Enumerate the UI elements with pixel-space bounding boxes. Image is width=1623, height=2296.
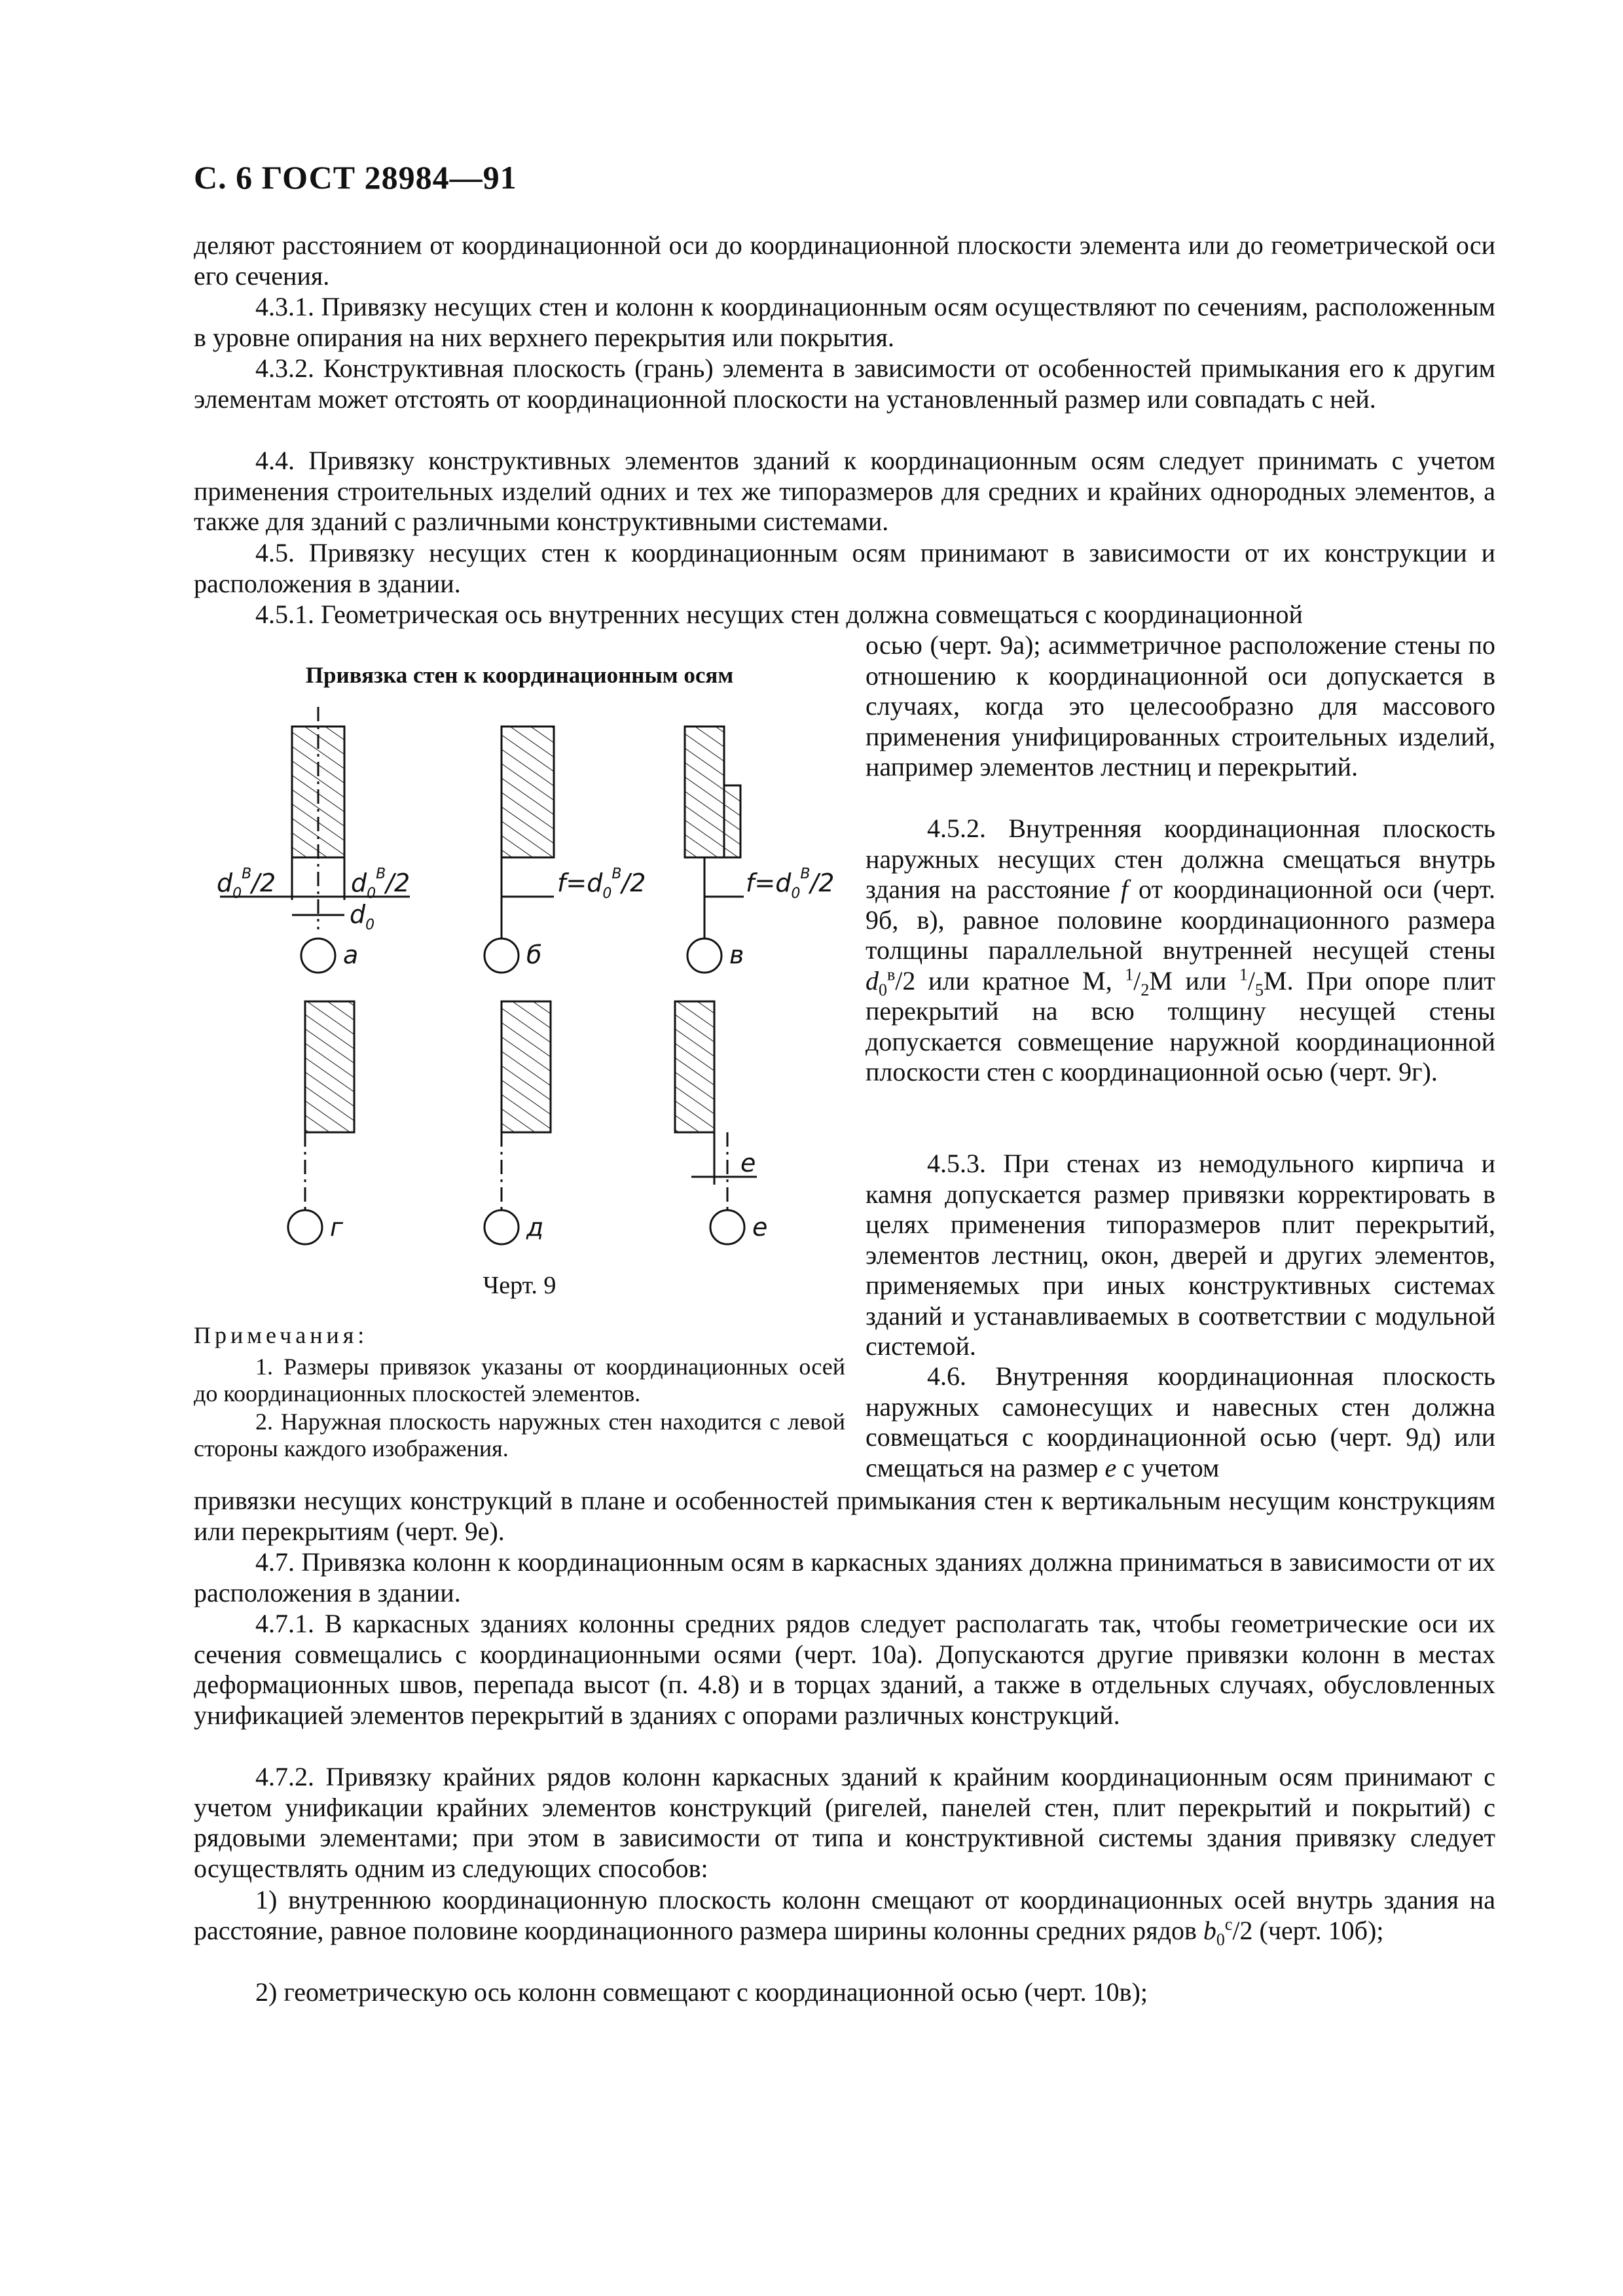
note-1: 1. Размеры привязок указаны от координационных осей до координационных плоскостей элементов. bbox=[194, 1354, 845, 1407]
page-header: С. 6 ГОСТ 28984—91 bbox=[194, 159, 517, 196]
wall-g bbox=[288, 1001, 354, 1244]
label-d0-left: $d_0^B/2$ bbox=[217, 866, 276, 902]
p452-text-e: М. При опоре плит перекрытий на всю толщину несущей стены допускается совмещение наружной координационной плоскости стен с координационной осью (черт. 9г). bbox=[866, 965, 1496, 1086]
p452-symbol-d: d bbox=[866, 965, 879, 996]
p46-symbol-e: е bbox=[1104, 1452, 1117, 1482]
item1-symbol-b: b bbox=[1203, 1915, 1216, 1945]
label-f-b: $f=d_0^B/2$ bbox=[557, 866, 646, 902]
paragraph-4-6-continuation: привязки несущих конструкций в плане и особенностей примыкания стен к вертикальным несущим конструкциям или перекрытиям (черт. 9е). bbox=[194, 1486, 1495, 1546]
paragraph-4-7: 4.7. Привязка колонн к координационным осям в каркасных зданиях должна приниматься в зависимости от их расположения в здании. bbox=[194, 1547, 1495, 1607]
p452-text-c: /2 или кратное М, bbox=[895, 965, 1125, 996]
wall-e bbox=[675, 1001, 757, 1244]
notes-heading: Примечания: bbox=[194, 1322, 369, 1348]
p452-d-sup: в bbox=[887, 965, 896, 984]
paragraph-4-5-1-rest: осью (черт. 9а); асимметричное расположение стены по отношению к координационной оси допускается в случаях, когда это целесообразно для массового применения унифицированных строительных изделий, например элементов лестниц и перекрытий. bbox=[866, 630, 1495, 781]
list-item-1 bbox=[194, 1885, 1495, 1949]
label-f-v: $f=d_0^B/2$ bbox=[746, 866, 835, 902]
p452-fifth-den: 5 bbox=[1255, 980, 1264, 999]
p452-fifth-num: 1 bbox=[1239, 965, 1248, 984]
item1-text-a: 1) внутреннюю координационную плоскость колонн смещают от координационных осей внутрь здания на расстояние, равное половине координационного размера ширины колонны средних рядов bbox=[194, 1885, 1495, 1945]
paragraph-4-5-2: 4.5.2. Внутренняя координационная плоскость наружных несущих стен должна смещаться внутрь здания на расстояние f от координационной оси (черт. 9б, в), равное половине координационного размера толщины параллельной внутренней несущей стены $d_0^в/2$ или кратное М, $^1/_2М$ или $^1/_5М$. При опоре плит перекрытий на всю толщину несущей стены допускается совмещение наружной координационной плоскости стен с координационной осью (черт. 9г). bbox=[866, 814, 1496, 1086]
paragraph-4-7-2: 4.7.2. Привязку крайних рядов колонн каркасных зданий к крайним координационным осям принимают с учетом унификации крайних элементов конструкций (ригелей, панелей стен, плит перекрытий и покрытий) с рядовыми элементами; при этом в зависимости от типа и конструктивной системы здания привязку следует осуществлять одним из следующих способов: bbox=[194, 1762, 1495, 1883]
p452-symbol-f: f bbox=[1120, 874, 1129, 904]
item1-sup: с bbox=[1224, 1914, 1233, 1934]
p46-text-b: с учетом bbox=[1116, 1452, 1220, 1482]
wall-a bbox=[220, 707, 410, 973]
wall-d bbox=[484, 1001, 551, 1244]
paragraph-4-4: 4.4. Привязку конструктивных элементов зданий к координационным осям следует принимать с учетом применения строительных изделий одних и тех же типоразмеров для средних и крайних однородных элементов, а также для зданий с различными конструктивными системами. bbox=[194, 446, 1495, 536]
letter-d: д bbox=[526, 1213, 544, 1242]
list-item-2: 2) геометрическую ось колонн совмещают с координационной осью (черт. 10в); bbox=[255, 1977, 1148, 2007]
letter-v: в bbox=[729, 941, 744, 969]
paragraph-4-3-1: 4.3.1. Привязку несущих стен и колонн к координационным осям осуществляют по сечениям, расположенным в уровне опирания на них верхнего перекрытия или покрытия. bbox=[194, 292, 1495, 352]
p452-half-den: 2 bbox=[1140, 980, 1150, 999]
figure-title: Привязка стен к координационным осям bbox=[305, 662, 734, 688]
wall-v bbox=[685, 726, 744, 973]
letter-a: а bbox=[343, 941, 359, 969]
item1-text-c: /2 (черт. 10б); bbox=[1232, 1915, 1384, 1945]
wall-b bbox=[484, 726, 554, 973]
letter-g: г bbox=[330, 1213, 343, 1242]
p452-half-num: 1 bbox=[1125, 965, 1134, 984]
p452-text-a: 4.5.2. Внутренняя координационная плоскость наружных несущих стен должна смещаться внутрь здания на расстояние bbox=[866, 814, 1495, 904]
p46-text-a: 4.6. Внутренняя координационная плоскость наружных самонесущих и навесных стен должна совмещаться с координационной осью (черт. 9д) или смещаться на размер bbox=[866, 1361, 1495, 1482]
letter-b: б bbox=[526, 941, 542, 969]
p452-text-b: от координационной оси (черт. 9б, в), равное половине координационного размера толщины параллельной внутренней несущей стены bbox=[866, 874, 1495, 965]
paragraph-intro: деляют расстоянием от координационной оси до координационной плоскости элемента или до геометрической оси его сечения. bbox=[194, 230, 1495, 291]
item1-sub: 0 bbox=[1216, 1929, 1225, 1949]
figure-9-drawing bbox=[194, 707, 845, 1270]
note-2: 2. Наружная плоскость наружных стен находится с левой стороны каждого изображения. bbox=[194, 1408, 845, 1462]
paragraph-4-7-1: 4.7.1. В каркасных зданиях колонны средних рядов следует располагать так, чтобы геометрические оси их сечения совмещались с координационными осями (черт. 10а). Допускаются другие привязки колонн в местах деформационных швов, перепада высот (п. 4.8) и в торцах зданий, а также в отдельных случаях, обусловленных унификацией элементов перекрытий в зданиях с опорами различных конструкций. bbox=[194, 1609, 1495, 1730]
label-d0: $d_0$ bbox=[350, 900, 375, 933]
paragraph-4-5-3: 4.5.3. При стенах из немодульного кирпича и камня допускается размер привязки корректировать в целях применения типоразмеров плит перекрытий, элементов лестниц, окон, дверей и других элементов, применяемых при иных конструктивных системах зданий и устанавливаемых в соответствии с модульной системой. bbox=[866, 1149, 1495, 1361]
letter-e: е bbox=[752, 1213, 768, 1242]
figure-caption: Черт. 9 bbox=[483, 1272, 556, 1299]
paragraph-4-5-1-start: 4.5.1. Геометрическая ось внутренних несущих стен должна совмещаться с координационной bbox=[255, 600, 1303, 629]
p452-text-m1: М или bbox=[1149, 965, 1239, 996]
p452-d-sub: 0 bbox=[879, 980, 887, 999]
label-d0-right: $d_0^B/2$ bbox=[351, 866, 410, 902]
paragraph-4-3-2: 4.3.2. Конструктивная плоскость (грань) элемента в зависимости от особенностей примыкания его к другим элементам может отстоять от координационной плоскости на установленный размер или совпадать с ней. bbox=[194, 353, 1495, 414]
label-e: e bbox=[740, 1149, 756, 1177]
paragraph-4-5: 4.5. Привязку несущих стен к координационным осям принимают в зависимости от их конструкции и расположения в здании. bbox=[194, 538, 1495, 598]
paragraph-4-6-start bbox=[866, 1361, 1495, 1483]
